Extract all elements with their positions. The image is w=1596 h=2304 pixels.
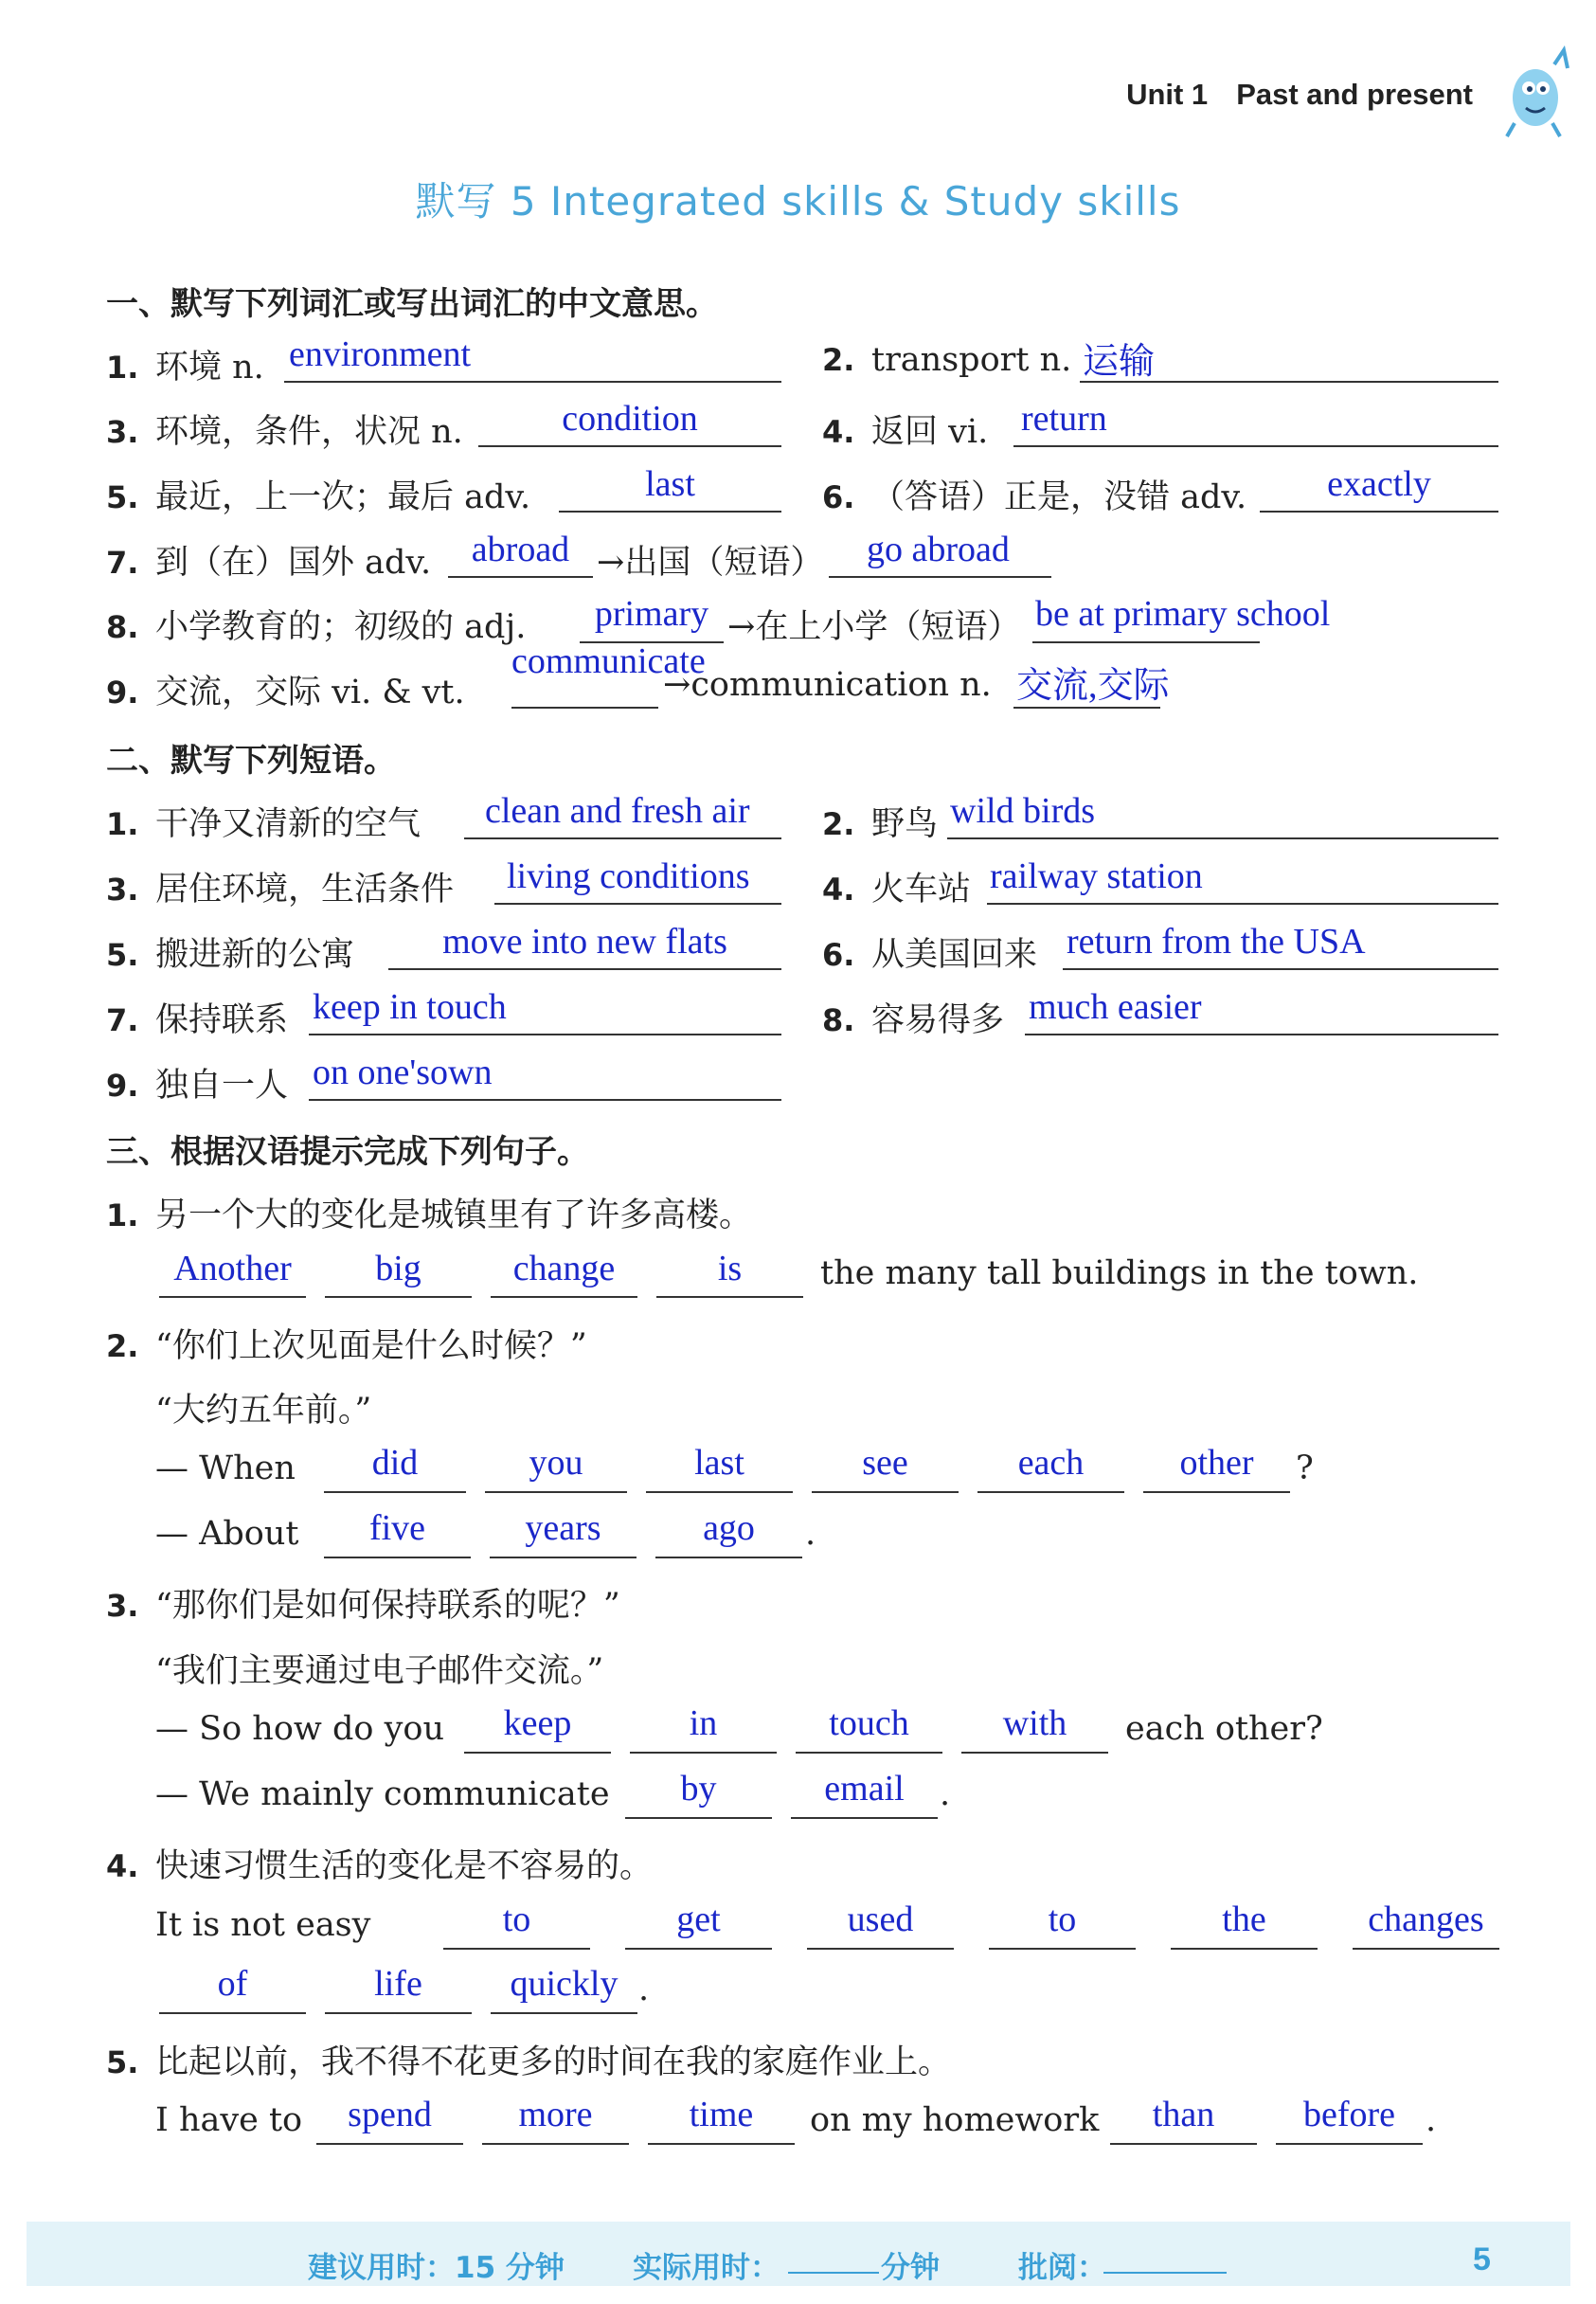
phrase-item-2: 2. 野鸟	[822, 805, 939, 843]
answer-blank[interactable]	[625, 1817, 772, 1819]
answer-blank[interactable]	[947, 837, 1498, 839]
vocab-item-8: 8. 小学教育的；初级的 adj.	[106, 608, 527, 646]
answer-text: you	[529, 1443, 583, 1483]
phrase-item-1: 1. 干净又清新的空气	[106, 805, 421, 843]
answer-blank[interactable]	[1143, 1491, 1290, 1493]
answer-blank[interactable]	[648, 2143, 795, 2145]
answer-text: living conditions	[507, 856, 750, 896]
answer-text: railway station	[990, 856, 1203, 896]
vocab-item-3: 3. 环境，条件，状况 n.	[106, 413, 463, 451]
answer-text: touch	[829, 1703, 909, 1743]
answer-text: used	[847, 1899, 914, 1939]
answer-text: get	[676, 1899, 721, 1939]
answer-blank[interactable]	[464, 1752, 611, 1754]
derivation-text: →出国（短语）	[597, 544, 824, 582]
sentence-item-5: 5. 比起以前，我不得不花更多的时间在我的家庭作业上。	[106, 2043, 952, 2081]
answer-blank[interactable]	[961, 1752, 1108, 1754]
answer-blank[interactable]	[284, 381, 781, 383]
answer-blank[interactable]	[1260, 511, 1498, 513]
vocab-item-4: 4. 返回 vi.	[822, 413, 989, 451]
vocab-item-9: 9. 交流，交际 vi. & vt.	[106, 674, 465, 711]
answer-blank[interactable]	[625, 1948, 772, 1950]
answer-blank[interactable]	[1171, 1948, 1318, 1950]
answer-text: clean and fresh air	[485, 791, 750, 831]
answer-blank[interactable]	[159, 1296, 306, 1298]
answer-blank[interactable]	[1013, 445, 1498, 447]
footer-bar	[27, 2222, 1570, 2286]
phrase-item-3: 3. 居住环境，生活条件	[106, 871, 455, 909]
answer-text: communicate	[511, 641, 706, 681]
answer-text: is	[717, 1249, 743, 1288]
section-heading-2: 二、默写下列短语。	[106, 742, 396, 780]
answer-text: quickly	[510, 1964, 619, 2004]
answer-blank[interactable]	[1025, 1034, 1498, 1035]
answer-blank[interactable]	[325, 1296, 472, 1298]
answer-text: condition	[562, 399, 698, 439]
phrase-item-6: 6. 从美国回来	[822, 936, 1038, 974]
vocab-item-1: 1. 环境 n.	[106, 349, 264, 387]
answer-text: big	[375, 1249, 421, 1288]
answer-blank[interactable]	[1276, 2143, 1423, 2145]
answer-blank[interactable]	[309, 1034, 781, 1035]
answer-blank[interactable]	[987, 903, 1498, 905]
answer-blank[interactable]	[1063, 968, 1498, 970]
sentence-item-3: 3. “那你们是如何保持联系的呢？”	[106, 1587, 620, 1625]
answer-blank[interactable]	[1353, 1948, 1499, 1950]
answer-blank[interactable]	[791, 1817, 938, 1819]
dialogue-lead: — When	[155, 1449, 296, 1487]
sentence-tail: the many tall buildings in the town.	[820, 1254, 1419, 1292]
sentence-tail: each other?	[1125, 1710, 1323, 1748]
answer-text: move into new flats	[442, 922, 727, 962]
sentence-item-2: 2. “你们上次见面是什么时候？”	[106, 1327, 587, 1365]
dialogue-lead: — We mainly communicate	[155, 1775, 610, 1813]
phrase-item-9: 9. 独自一人	[106, 1067, 289, 1105]
answer-text: before	[1302, 2095, 1396, 2134]
answer-blank[interactable]	[324, 1491, 466, 1493]
vocab-item-7: 7. 到（在）国外 adv.	[106, 544, 432, 582]
section-heading-1: 一、默写下列词汇或写出词汇的中文意思。	[106, 285, 718, 323]
answer-text: be at primary school	[1035, 594, 1331, 634]
sentence-item-1: 1. 另一个大的变化是城镇里有了许多高楼。	[106, 1197, 753, 1234]
answer-blank[interactable]	[989, 1948, 1136, 1950]
unit-label: Unit 1	[1126, 78, 1209, 111]
answer-blank[interactable]	[494, 903, 781, 905]
punctuation: .	[638, 1971, 650, 2008]
phrase-item-5: 5. 搬进新的公寓	[106, 936, 355, 974]
answer-text: other	[1179, 1443, 1254, 1483]
answer-text: abroad	[471, 530, 570, 569]
answer-text: did	[371, 1443, 419, 1483]
answer-blank[interactable]	[977, 1491, 1124, 1493]
answer-blank[interactable]	[1110, 2143, 1257, 2145]
answer-blank[interactable]	[478, 445, 781, 447]
phrase-item-8: 8. 容易得多	[822, 1001, 1005, 1039]
answer-text: ago	[703, 1508, 755, 1548]
answer-blank[interactable]	[491, 2012, 637, 2014]
answer-text: return from the USA	[1067, 922, 1366, 962]
derivation-text: →在上小学（短语）	[727, 608, 1021, 646]
answer-text: years	[525, 1508, 601, 1548]
answer-text: Another	[173, 1249, 292, 1288]
answer-blank[interactable]	[812, 1491, 959, 1493]
chinese-reply: “大约五年前。”	[155, 1392, 372, 1430]
cartoon-mascot-icon	[1497, 45, 1575, 140]
answer-text: return	[1021, 399, 1107, 439]
answer-blank[interactable]	[511, 707, 658, 709]
answer-text: to	[1048, 1899, 1077, 1939]
page-number: 5	[1473, 2241, 1491, 2277]
answer-blank[interactable]	[464, 837, 781, 839]
answer-text: spend	[348, 2095, 432, 2134]
answer-text: much easier	[1029, 987, 1202, 1027]
review-label: 批阅：	[1018, 2251, 1106, 2285]
phrase-item-7: 7. 保持联系	[106, 1001, 289, 1039]
answer-blank[interactable]	[309, 1099, 781, 1101]
answer-blank[interactable]	[482, 2143, 629, 2145]
punctuation: .	[805, 1515, 816, 1553]
answer-text: email	[824, 1769, 905, 1809]
vocab-item-6: 6. （答语）正是，没错 adv.	[822, 478, 1247, 516]
answer-text: life	[374, 1964, 422, 2004]
dialogue-lead: — So how do you	[155, 1710, 444, 1748]
answer-text: environment	[289, 334, 472, 374]
phrase-item-4: 4. 火车站	[822, 871, 972, 909]
vocab-item-5: 5. 最近，上一次；最后 adv.	[106, 478, 531, 516]
answer-text: last	[694, 1443, 744, 1483]
answer-blank[interactable]	[646, 1491, 793, 1493]
answer-text: each	[1017, 1443, 1085, 1483]
answer-blank[interactable]	[324, 1557, 471, 1558]
answer-text: wild birds	[950, 791, 1096, 831]
answer-text: time	[689, 2095, 754, 2134]
running-header	[1098, 78, 1473, 112]
answer-text: more	[518, 2095, 593, 2134]
review-blank[interactable]	[1103, 2272, 1227, 2274]
answer-text: primary	[594, 594, 709, 634]
vocab-item-2: 2. transport n.	[822, 341, 1072, 379]
answer-blank[interactable]	[796, 1752, 942, 1754]
actual-time-blank[interactable]	[788, 2272, 879, 2274]
answer-blank[interactable]	[491, 1296, 637, 1298]
answer-text: changes	[1368, 1899, 1484, 1939]
answer-blank[interactable]	[655, 1557, 802, 1558]
punctuation: ?	[1296, 1449, 1314, 1487]
answer-text: see	[862, 1443, 908, 1483]
answer-text: 运输	[1083, 342, 1156, 382]
section-heading-3: 三、根据汉语提示完成下列句子。	[106, 1133, 589, 1171]
answer-text: keep in touch	[313, 987, 507, 1027]
answer-text: last	[645, 464, 695, 504]
answer-blank[interactable]	[159, 2012, 306, 2014]
answer-blank[interactable]	[448, 576, 593, 578]
dialogue-lead: — About	[155, 1515, 299, 1553]
answer-text: change	[512, 1249, 616, 1288]
punctuation: .	[1426, 2101, 1437, 2139]
answer-text: with	[1002, 1703, 1067, 1743]
sentence-mid: on my homework	[810, 2101, 1100, 2139]
answer-text: the	[1222, 1899, 1266, 1939]
actual-time-label: 实际用时：	[633, 2251, 780, 2285]
page-title: 默写 5 Integrated skills & Study skills	[415, 178, 1181, 225]
sentence-lead: I have to	[155, 2101, 303, 2139]
answer-text: of	[217, 1964, 248, 2004]
answer-blank[interactable]	[829, 576, 1051, 578]
answer-blank[interactable]	[630, 1752, 777, 1754]
answer-blank[interactable]	[316, 2143, 463, 2145]
answer-text: by	[680, 1769, 717, 1809]
answer-blank[interactable]	[388, 968, 781, 970]
answer-blank[interactable]	[485, 1491, 627, 1493]
answer-text: keep	[503, 1703, 572, 1743]
sentence-item-4: 4. 快速习惯生活的变化是不容易的。	[106, 1847, 654, 1885]
answer-blank[interactable]	[807, 1948, 954, 1950]
answer-blank[interactable]	[443, 1948, 590, 1950]
answer-text: go abroad	[867, 530, 1010, 569]
answer-blank[interactable]	[559, 511, 781, 513]
answer-blank[interactable]	[656, 1296, 803, 1298]
chinese-reply: “我们主要通过电子邮件交流。”	[155, 1652, 604, 1690]
answer-blank[interactable]	[325, 2012, 472, 2014]
answer-text: five	[368, 1508, 426, 1548]
sentence-lead: It is not easy	[155, 1906, 371, 1944]
punctuation: .	[940, 1775, 951, 1813]
unit-title: Past and present	[1236, 78, 1473, 111]
answer-text: in	[689, 1703, 718, 1743]
answer-blank[interactable]	[1032, 641, 1260, 643]
minutes-label: 分钟	[881, 2251, 940, 2285]
derivation-text: →communication n.	[663, 666, 992, 704]
answer-text: on one'sown	[313, 1053, 493, 1092]
answer-text: to	[502, 1899, 531, 1939]
answer-text: exactly	[1327, 464, 1431, 504]
answer-text: than	[1152, 2095, 1215, 2134]
answer-text: 交流,交际	[1016, 666, 1170, 706]
answer-blank[interactable]	[490, 1557, 637, 1558]
suggested-time: 建议用时：15 分钟	[308, 2251, 565, 2285]
